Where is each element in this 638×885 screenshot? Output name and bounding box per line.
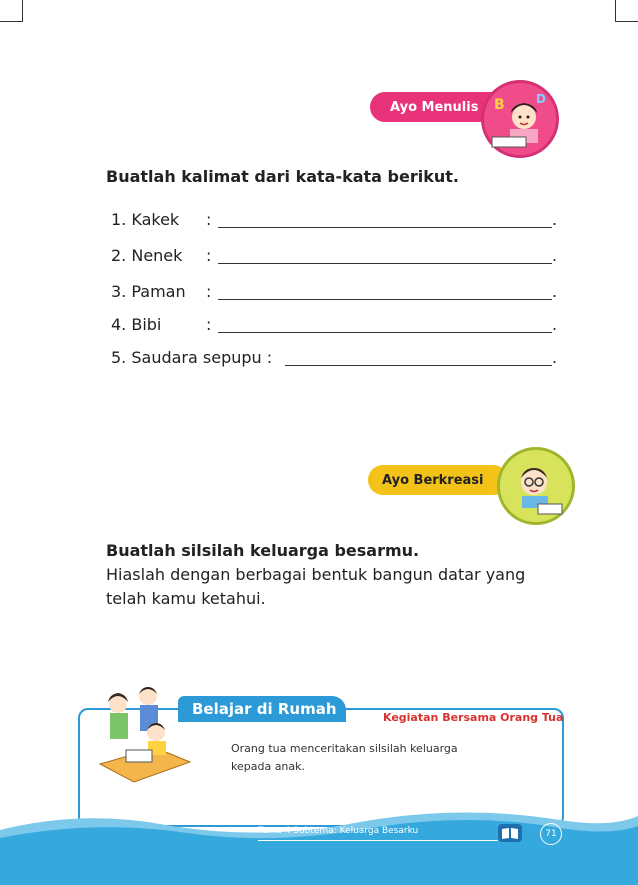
period: . [552, 246, 558, 265]
colon: : [206, 210, 212, 229]
footer-theme: Tema 4 Subtema: Keluarga Besarku [258, 826, 419, 836]
rumah-line-1: Orang tua menceritakan silsilah keluarga [231, 742, 458, 755]
list-item-nenek: 2. Nenek [111, 246, 183, 265]
ayo-menulis-label: Ayo Menulis [370, 92, 510, 122]
answer-line-kakek[interactable] [218, 227, 552, 228]
page-number: 71 [540, 823, 562, 845]
menulis-instruction: Buatlah kalimat dari kata-kata berikut. [106, 167, 459, 186]
list-item-paman: 3. Paman [111, 282, 186, 301]
answer-line-bibi[interactable] [218, 332, 552, 333]
svg-text:D: D [536, 92, 546, 106]
period: . [552, 210, 558, 229]
list-item-saudara-sepupu: 5. Saudara sepupu : [111, 348, 273, 367]
crop-mark [616, 21, 638, 22]
answer-line-sepupu[interactable] [285, 365, 552, 366]
book-icon [498, 824, 522, 842]
colon: : [206, 315, 212, 334]
ayo-berkreasi-label: Ayo Berkreasi [368, 465, 508, 495]
crop-mark [615, 0, 616, 22]
svg-text:B: B [494, 97, 505, 113]
belajar-di-rumah-label: Belajar di Rumah [178, 696, 346, 722]
list-item-kakek: 1. Kakek [111, 210, 180, 229]
family-study-icon [96, 684, 192, 784]
period: . [552, 315, 558, 334]
crafting-boy-icon [497, 447, 575, 525]
rumah-line-2: kepada anak. [231, 760, 306, 773]
period: . [552, 282, 558, 301]
footer-rule [258, 840, 498, 841]
answer-line-paman[interactable] [218, 299, 552, 300]
berkreasi-line-1: Hiaslah dengan berbagai bentuk bangun datar yang [106, 565, 526, 584]
crop-mark [0, 21, 22, 22]
period: . [552, 348, 558, 367]
answer-line-nenek[interactable] [218, 263, 552, 264]
crop-mark [22, 0, 23, 22]
writing-girl-icon [481, 80, 559, 158]
footer-wave [0, 800, 638, 885]
colon: : [206, 282, 212, 301]
berkreasi-line-2: telah kamu ketahui. [106, 589, 266, 608]
berkreasi-instruction: Buatlah silsilah keluarga besarmu. [106, 541, 420, 560]
kegiatan-subtitle: Kegiatan Bersama Orang Tua [383, 711, 564, 724]
colon: : [206, 246, 212, 265]
list-item-bibi: 4. Bibi [111, 315, 162, 334]
